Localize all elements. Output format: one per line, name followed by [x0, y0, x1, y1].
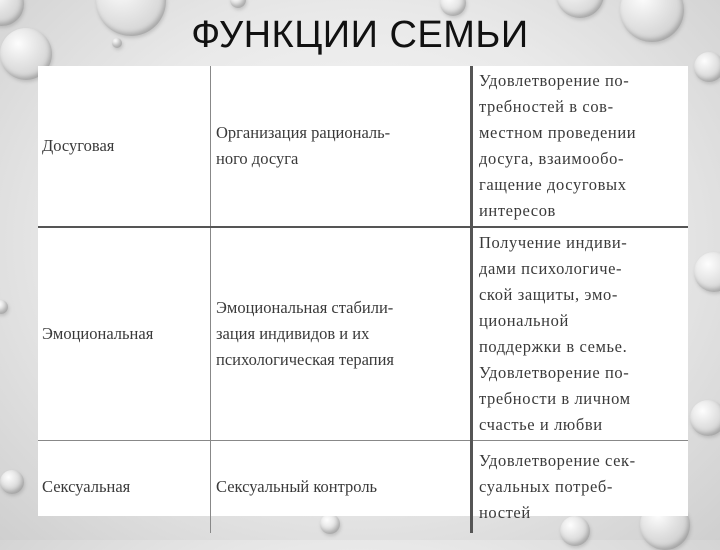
function-name: Сексуальная [42, 476, 131, 496]
mechanism-cell [211, 66, 472, 227]
mechanism-text: Сексуальный контроль [216, 476, 378, 496]
water-drop-decoration [0, 470, 24, 494]
function-name: Досуговая [42, 136, 115, 155]
water-drop-decoration [0, 300, 8, 314]
water-drop-decoration [690, 400, 720, 436]
family-functions-table [38, 66, 688, 522]
mechanism-text: Организация рациональ- ного досуга [216, 123, 391, 168]
table-row [38, 227, 688, 441]
table-row [38, 441, 688, 533]
satisfaction-cell [472, 66, 689, 227]
mechanism-cell [211, 227, 472, 441]
function-name-cell [38, 441, 211, 533]
slide-title: ФУНКЦИИ СЕМЬИ [191, 14, 529, 56]
water-drop-decoration [230, 0, 246, 8]
function-name-cell [38, 227, 211, 441]
table-row [38, 66, 688, 227]
mechanism-cell [211, 441, 472, 533]
mechanism-text: Эмоциональная стабили- зация индивидов и их психологическая терапия [216, 298, 395, 369]
satisfaction-text: Удовлетворение сек- суальных потреб- ностей [479, 450, 636, 522]
satisfaction-cell [472, 441, 689, 533]
function-name: Эмоциональная [42, 324, 154, 343]
satisfaction-cell [472, 227, 689, 441]
function-name-cell [38, 66, 211, 227]
table-grid [38, 66, 688, 533]
satisfaction-text: Получение индиви- дами психологиче- ской защиты, эмо- циональной поддержки в семье. Удовлетворение по- требности в личном счастье и любви [479, 233, 631, 434]
water-drop-decoration [694, 252, 720, 292]
satisfaction-text: Удовлетворение по- требностей в сов- местном проведении досуга, взаимообо- гащение досуговых интересов [479, 71, 637, 220]
